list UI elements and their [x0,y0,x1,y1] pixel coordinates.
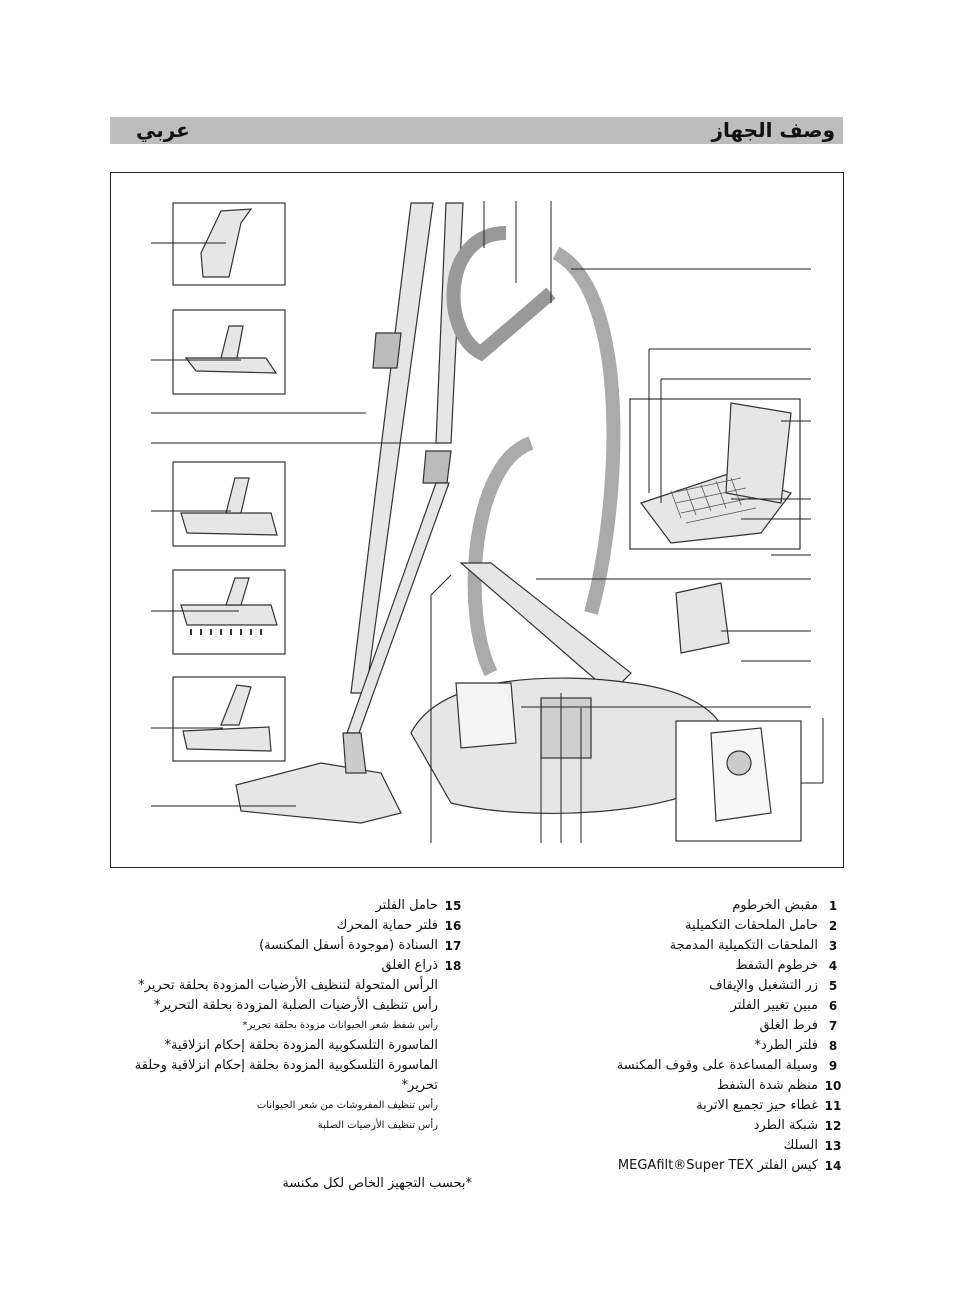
legend-item: 4 خرطوم الشفط [735,958,838,973]
legend-item: 12 شبكة الطرد [753,1118,842,1133]
legend-item: 5 زر التشغيل والإيقاف [709,978,838,993]
section-title: وصف الجهاز [711,118,835,142]
legend-list-left [120,896,468,1136]
legend-item: رأس شفط شعر الحيوانات مزودة بحلقة تحرير* [242,1020,438,1031]
legend-item: 2 حامل الملحقات التكميلية [685,918,838,933]
footnote: *بحسب التجهيز الخاص لكل مكنسة [282,1176,472,1191]
legend-item: 15 حامل الفلتر [375,898,462,913]
legend-item: 3 الملحقات التكميلية المدمجة [669,938,838,953]
legend-item: رأس تنظيف الأرضيات الصلبة المزودة بحلقة التحرير* [154,998,438,1013]
legend-item: 7 فرط الغلق [759,1018,838,1033]
legend-item: 14 كيس الفلتر MEGAfilt®Super TEX [617,1158,842,1173]
legend-item: 6 مبين تغيير الفلتر [730,998,838,1013]
legend-item: رأس تنظيف الأرضيات الصلبة [317,1120,438,1131]
vacuum-illustration [111,173,843,867]
legend-item: رأس تنظيف المفروشات من شعر الحيوانات [256,1100,438,1111]
legend-item: الماسورة التلسكوبية المزودة بحلقة إحكام انزلاقية وحلقة تحرير* [134,1058,438,1093]
legend-item: الماسورة التلسكوبية المزودة بحلقة إحكام انزلاقية* [164,1038,438,1053]
device-diagram [110,172,844,868]
legend-item: الرأس المتحولة لتنظيف الأرضيات المزودة بحلقة تحرير* [138,978,438,993]
legend-item: 17 السنادة (موجودة أسفل المكنسة) [259,938,462,953]
legend-item: 11 غطاء حيز تجميع الاتربة [696,1098,842,1113]
legend-item: 1 مقبض الخرطوم [732,898,838,913]
section-header [110,117,843,144]
legend-item: 16 فلتر حماية المحرك [336,918,462,933]
legend-list-right [590,896,848,1176]
legend-item: 9 وسيلة المساعدة على وقوف المكنسة [616,1058,838,1073]
language-label: عربي [136,118,190,142]
legend-item: 13 السلك [783,1138,842,1153]
legend-item: 18 ذراع الغلق [381,958,462,973]
legend-item: 10 منظم شدة الشفط [716,1078,842,1093]
legend-item: 8 فلتر الطرد* [754,1038,838,1053]
